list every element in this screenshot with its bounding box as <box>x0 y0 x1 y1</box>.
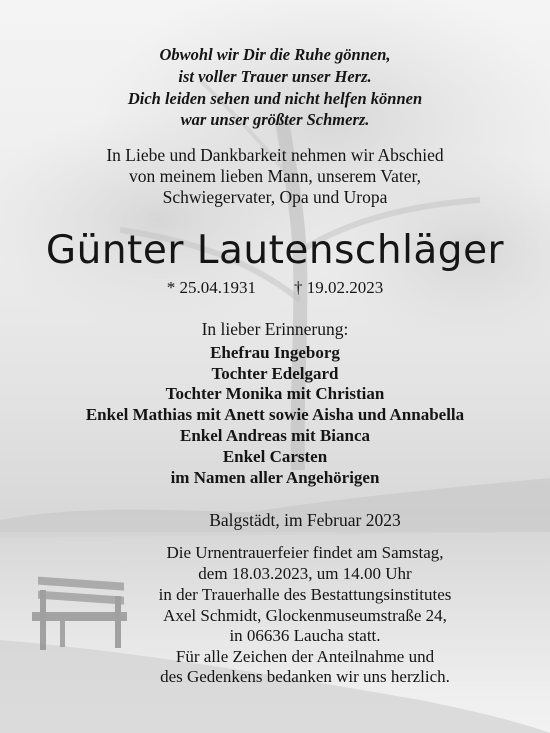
family-member: Tochter Edelgard <box>211 364 339 383</box>
poem-line: war unser größter Schmerz. <box>180 110 370 129</box>
funeral-info-line: in 06636 Laucha statt. <box>229 626 381 645</box>
funeral-info-line: Die Urnentrauerfeier findet am Samstag, <box>166 543 444 562</box>
funeral-info-line: des Gedenkens bedanken wir uns herzlich. <box>160 667 450 686</box>
intro-line: Schwiegervater, Opa und Uropa <box>162 187 388 207</box>
intro-line: In Liebe und Dankbarkeit nehmen wir Abschied <box>106 145 444 165</box>
family-member: Tochter Monika mit Christian <box>165 384 385 403</box>
family-member: Ehefrau Ingeborg <box>210 343 340 362</box>
funeral-info-line: dem 18.03.2023, um 14.00 Uhr <box>198 564 412 583</box>
funeral-info-line: Axel Schmidt, Glockenmuseumstraße 24, <box>163 606 447 625</box>
deceased-name: Günter Lautenschläger <box>45 228 505 273</box>
family-member: Enkel Carsten <box>222 447 328 466</box>
poem-line: Obwohl wir Dir die Ruhe gönnen, <box>159 45 391 64</box>
poem-line: ist voller Trauer unser Herz. <box>178 67 372 86</box>
family-member: Enkel Andreas mit Bianca <box>179 426 371 445</box>
death-date: † 19.02.2023 <box>294 278 384 297</box>
poem-line: Dich leiden sehen und nicht helfen können <box>127 89 423 108</box>
intro-line: von meinem lieben Mann, unserem Vater, <box>128 166 422 186</box>
family-member: Enkel Mathias mit Anett sowie Aisha und Annabella <box>85 405 465 424</box>
place-date: Balgstädt, im Februar 2023 <box>209 510 401 530</box>
remembrance-heading: In lieber Erinnerung: <box>201 319 349 339</box>
life-dates <box>0 279 550 296</box>
funeral-info-line: in der Trauerhalle des Bestattungsinstitutes <box>158 585 452 604</box>
family-member: im Namen aller Angehörigen <box>170 468 380 487</box>
birth-date: * 25.04.1931 <box>166 278 256 297</box>
funeral-info-line: Für alle Zeichen der Anteilnahme und <box>175 647 435 666</box>
